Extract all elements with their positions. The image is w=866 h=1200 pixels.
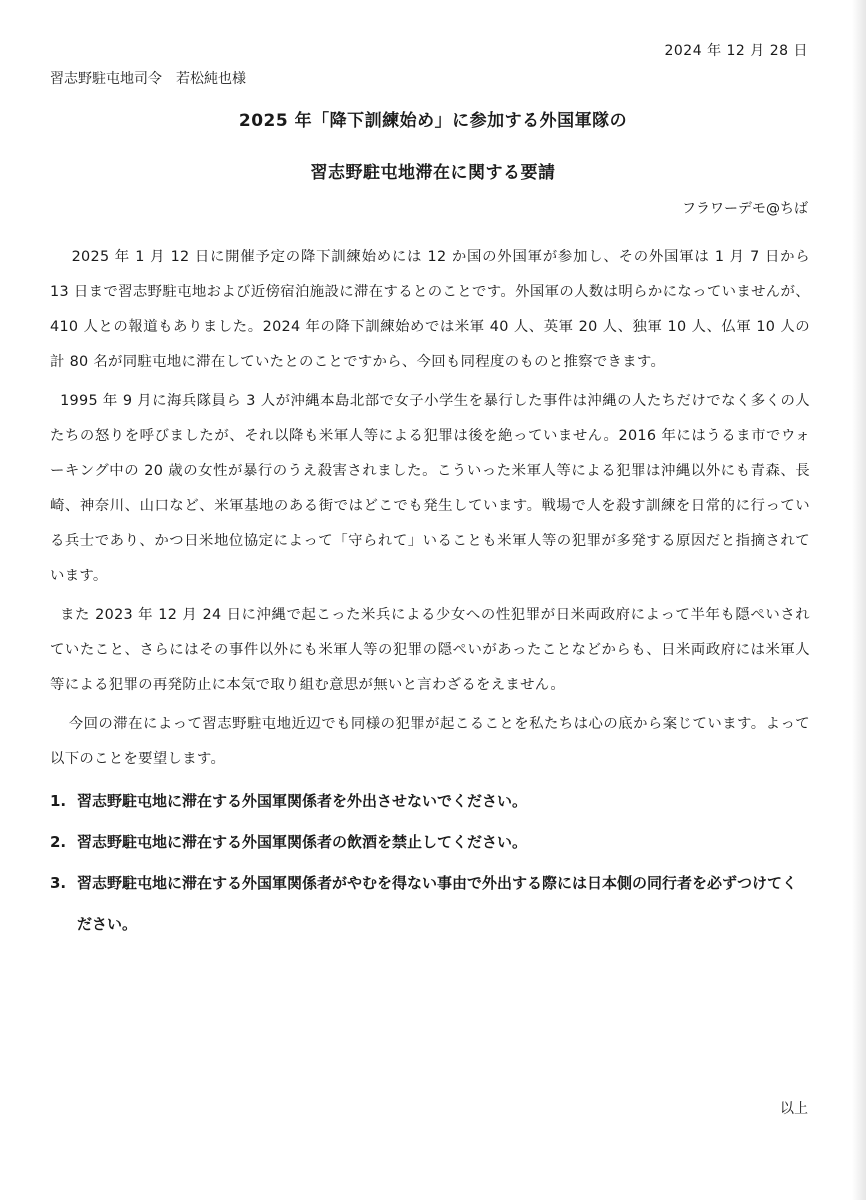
- document-title-line-2: 習志野駐屯地滞在に関する要請: [310, 163, 556, 183]
- recipient-line: 習志野駐屯地司令 若松純也様: [50, 71, 246, 87]
- document-body: [50, 240, 810, 945]
- request-list: [50, 781, 810, 945]
- paragraph-4: 今回の滞在によって習志野駐屯地近辺でも同様の犯罪が起こることを私たちは心の底から案じています。よって以下のことを要望します。: [50, 716, 810, 767]
- request-item: [50, 863, 810, 945]
- request-number: 2.: [50, 833, 67, 851]
- paragraph-1: 2025 年 1 月 12 日に開催予定の降下訓練始めには 12 か国の外国軍が参加し、その外国軍は 1 月 7 日から 13 日まで習志野駐屯地および近傍宿泊施設に滞在するとのことです。外国軍の人数は明らかになっていませんが、410 人との報道もありました。2024 年の降下訓練始めでは米軍 40 人、英軍 20 人、独軍 10 人、仏軍 10 人の計 80 名が同駐屯地に滞在していたとのことですから、今回も同程度のものと推察できます。: [50, 249, 810, 370]
- document-title-line-1: 2025 年「降下訓練始め」に参加する外国軍隊の: [238, 111, 628, 131]
- request-text: 習志野駐屯地に滞在する外国軍関係者を外出させないでください。: [77, 792, 528, 810]
- request-number: 1.: [50, 792, 67, 810]
- request-item: [50, 822, 810, 863]
- request-text: 習志野駐屯地に滞在する外国軍関係者がやむを得ない事由で外出する際には日本側の同行者を必ずつけてください。: [77, 874, 798, 933]
- request-number: 3.: [50, 874, 67, 892]
- request-item: [50, 781, 810, 822]
- document-date: 2024 年 12 月 28 日: [664, 43, 808, 59]
- request-text: 習志野駐屯地に滞在する外国軍関係者の飲酒を禁止してください。: [77, 833, 528, 851]
- closing-mark: 以上: [780, 1101, 808, 1117]
- paragraph-2: 1995 年 9 月に海兵隊員ら 3 人が沖縄本島北部で女子小学生を暴行した事件は沖縄の人たちだけでなく多くの人たちの怒りを呼びましたが、それ以降も米軍人等による犯罪は後を絶っていません。2016 年にはうるま市でウォーキング中の 20 歳の女性が暴行のうえ殺害されました。こういった米軍人等による犯罪は沖縄以外にも青森、長崎、神奈川、山口など、米軍基地のある街ではどこでも発生しています。戦場で人を殺す訓練を日常的に行っている兵士であり、かつ日米地位協定によって「守られて」いることも米軍人等の犯罪が多発する原因だと指摘されています。: [50, 393, 810, 584]
- paragraph-3: また 2023 年 12 月 24 日に沖縄で起こった米兵による少女への性犯罪が日米両政府によって半年も隠ぺいされていたこと、さらにはその事件以外にも米軍人等の犯罪の隠ぺいがあったことなどからも、日米両政府には米軍人等による犯罪の再発防止に本気で取り組む意思が無いと言わざるをえません。: [50, 607, 810, 693]
- sender-name: フラワーデモ@ちば: [682, 201, 808, 217]
